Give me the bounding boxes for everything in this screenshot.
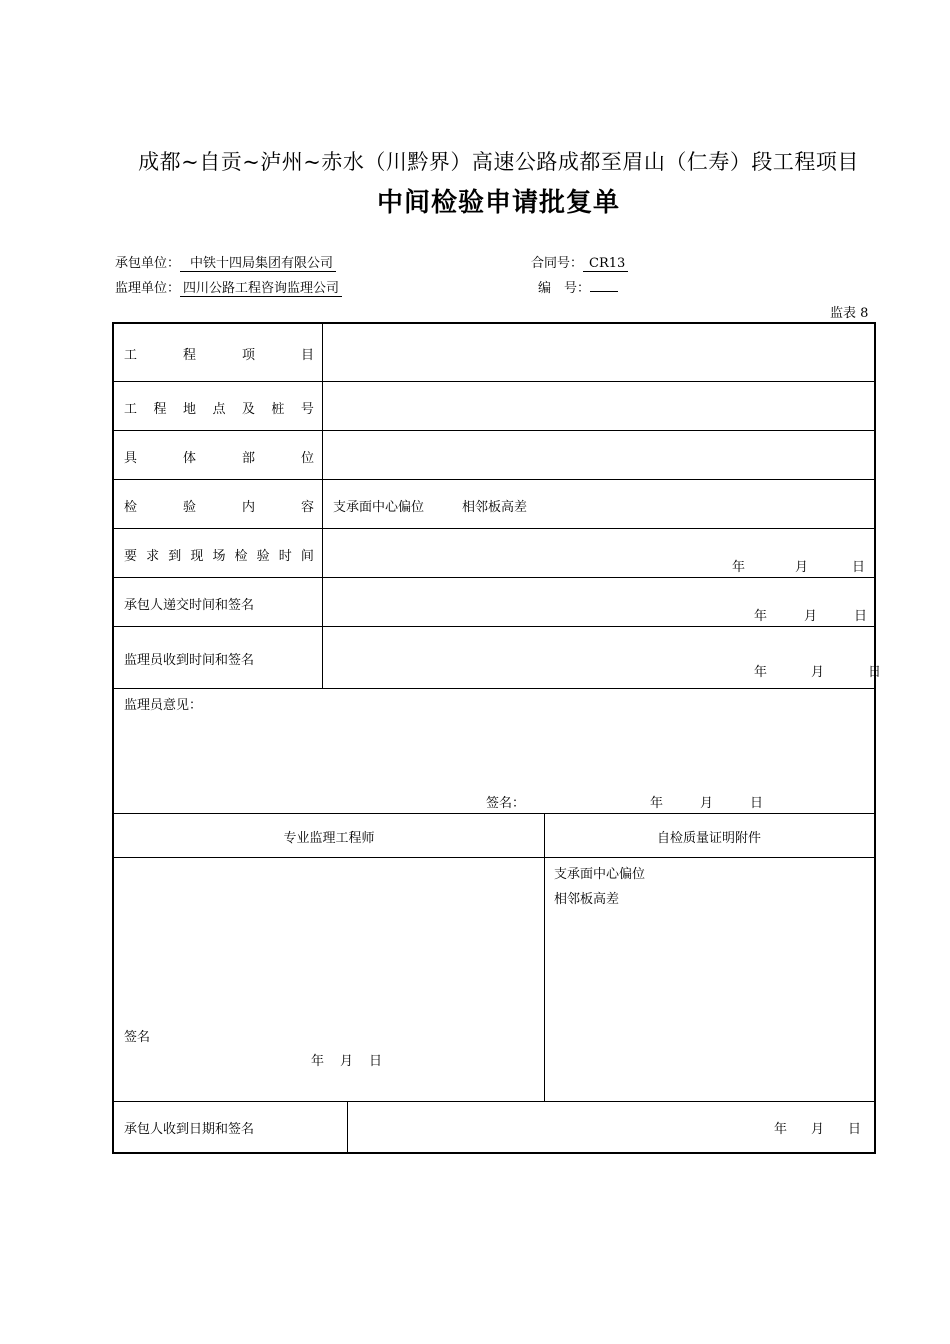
opinion-label: 监理员意见： — [124, 698, 203, 713]
attachment-item-2: 相邻板高差 — [554, 892, 620, 907]
inspection-time-label: 要 求 到 现 场 检 验 时 间 — [124, 549, 314, 564]
row-divider — [114, 1101, 874, 1102]
row-divider — [114, 528, 874, 529]
submit-time-date: 年 月 日 — [754, 609, 868, 624]
opinion-date: 年 月 日 — [650, 796, 764, 811]
location-label: 工 程 地 点 及 桩 号 — [124, 402, 314, 417]
contract-no-label: 合同号： — [531, 256, 584, 271]
row-divider — [114, 430, 874, 431]
row-divider — [114, 577, 874, 578]
content-label: 检 验 内 容 — [124, 500, 314, 515]
form-code: 监表 8 — [830, 306, 869, 321]
title-line1: 成都~自贡~泸州~赤水（川黔界）高速公路成都至眉山（仁寿）段工程项目 — [138, 150, 859, 174]
engineer-sign-date: 年 月 日 — [311, 1054, 383, 1069]
supervisor-label: 监理单位： — [115, 281, 181, 296]
row-divider — [114, 813, 874, 814]
receive-time-date: 年 月 日 — [754, 665, 882, 680]
receive-time-label: 监理员收到时间和签名 — [124, 653, 255, 668]
serial-label: 编 号： — [538, 281, 591, 296]
content-value-1: 支承面中心偏位 — [333, 500, 425, 515]
serial-info — [538, 277, 618, 296]
inspection-time-date: 年 月 日 — [732, 560, 866, 575]
engineer-sign-label: 签名 — [124, 1030, 151, 1045]
supervisor-value: 四川公路工程咨询监理公司 — [180, 281, 342, 297]
contractor-label: 承包单位： — [115, 256, 181, 271]
attachment-item-1: 支承面中心偏位 — [554, 867, 646, 882]
contractor-receive-date: 年 月 日 — [774, 1122, 862, 1137]
supervisor-info — [115, 277, 342, 296]
row-divider — [114, 626, 874, 627]
project-label: 工 程 项 目 — [124, 348, 314, 363]
row-divider — [114, 381, 874, 382]
contractor-info — [115, 252, 336, 271]
column-divider — [322, 324, 323, 688]
contractor-value: 中铁十四局集团有限公司 — [180, 256, 336, 272]
content-value-2: 相邻板高差 — [462, 500, 528, 515]
attachments-header: 自检质量证明附件 — [656, 831, 761, 846]
contractor-receive-label: 承包人收到日期和签名 — [124, 1122, 255, 1137]
serial-value-blank — [590, 279, 618, 292]
part-label: 具 体 部 位 — [124, 451, 314, 466]
column-divider — [544, 813, 545, 1101]
submit-time-label: 承包人递交时间和签名 — [124, 598, 255, 613]
opinion-sign-label: 签名： — [486, 796, 526, 811]
contract-no-value: CR13 — [583, 256, 628, 272]
row-divider — [114, 479, 874, 480]
form-title: 中间检验申请批复单 — [376, 188, 620, 218]
row-divider — [114, 688, 874, 689]
form-table — [112, 322, 882, 1154]
row-divider — [114, 857, 874, 858]
contract-no-info — [531, 252, 628, 271]
engineer-header: 专业监理工程师 — [283, 831, 375, 846]
column-divider — [347, 1101, 348, 1152]
